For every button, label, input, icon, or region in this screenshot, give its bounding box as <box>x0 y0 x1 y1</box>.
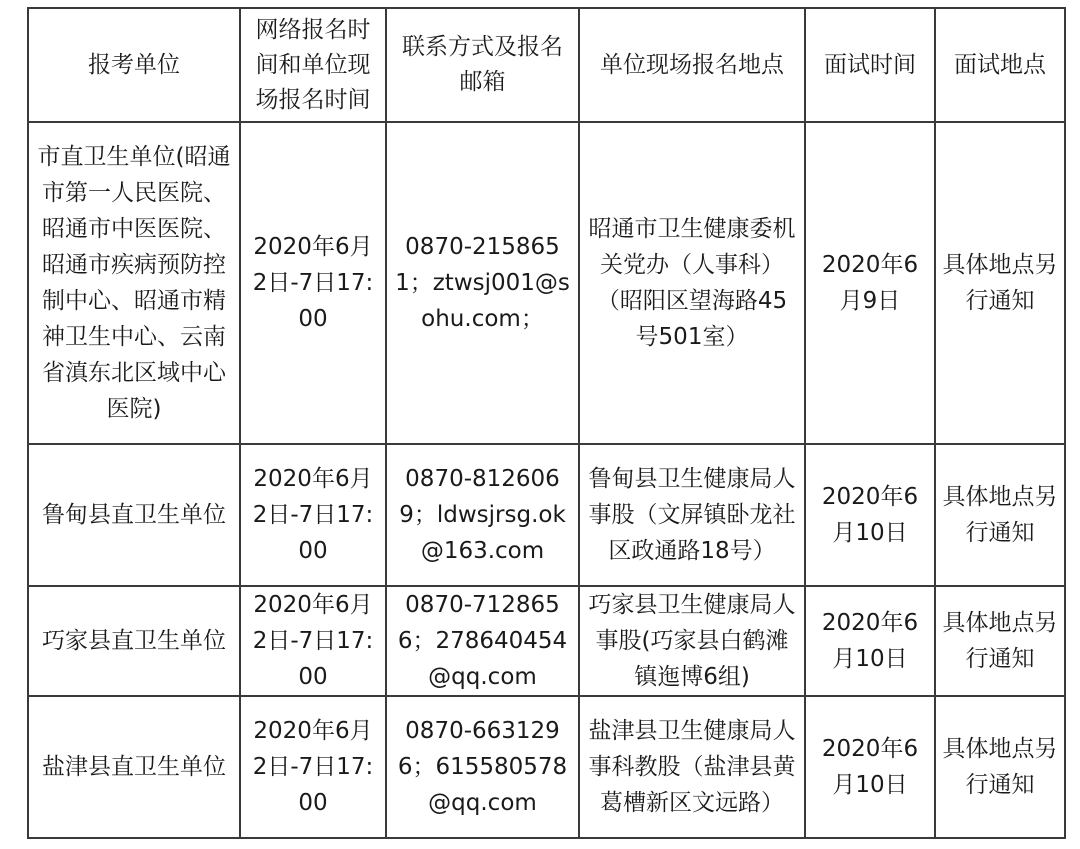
cell-unit: 盐津县直卫生单位 <box>28 696 240 838</box>
table-row <box>28 696 1065 838</box>
cell-site: 鲁甸县卫生健康局人事股（文屏镇卧龙社区政通路18号） <box>579 444 805 586</box>
header-interview-time: 面试时间 <box>805 8 935 122</box>
cell-interview-time: 2020年6月10日 <box>805 444 935 586</box>
header-interview-place: 面试地点 <box>935 8 1065 122</box>
cell-interview-time: 2020年6月10日 <box>805 586 935 696</box>
cell-contact: 0870-8126069；ldwsjrsg.ok@163.com <box>386 444 579 586</box>
cell-registration-time: 2020年6月2日-7日17:00 <box>240 586 386 696</box>
registration-table <box>27 7 1066 839</box>
header-contact: 联系方式及报名邮箱 <box>386 8 579 122</box>
cell-unit: 市直卫生单位(昭通市第一人民医院、昭通市中医医院、昭通市疾病预防控制中心、昭通市精神卫生中心、云南省滇东北区域中心医院) <box>28 122 240 444</box>
cell-interview-place: 具体地点另行通知 <box>935 586 1065 696</box>
header-registration-time: 网络报名时间和单位现场报名时间 <box>240 8 386 122</box>
cell-contact: 0870-2158651；ztwsj001@sohu.com； <box>386 122 579 444</box>
header-site: 单位现场报名地点 <box>579 8 805 122</box>
table-row <box>28 586 1065 696</box>
cell-registration-time: 2020年6月2日-7日17:00 <box>240 122 386 444</box>
cell-interview-time: 2020年6月10日 <box>805 696 935 838</box>
cell-unit: 鲁甸县直卫生单位 <box>28 444 240 586</box>
table-header-row <box>28 8 1065 122</box>
cell-site: 盐津县卫生健康局人事科教股（盐津县黄葛槽新区文远路） <box>579 696 805 838</box>
cell-interview-time: 2020年6月9日 <box>805 122 935 444</box>
cell-interview-place: 具体地点另行通知 <box>935 696 1065 838</box>
table-row <box>28 122 1065 444</box>
cell-registration-time: 2020年6月2日-7日17:00 <box>240 444 386 586</box>
cell-unit: 巧家县直卫生单位 <box>28 586 240 696</box>
table-row <box>28 444 1065 586</box>
cell-contact: 0870-6631296；615580578@qq.com <box>386 696 579 838</box>
cell-contact: 0870-7128656；278640454@qq.com <box>386 586 579 696</box>
cell-site: 昭通市卫生健康委机关党办（人事科）（昭阳区望海路45号501室） <box>579 122 805 444</box>
header-unit: 报考单位 <box>28 8 240 122</box>
cell-interview-place: 具体地点另行通知 <box>935 122 1065 444</box>
cell-site: 巧家县卫生健康局人事股(巧家县白鹤滩镇迤博6组) <box>579 586 805 696</box>
cell-registration-time: 2020年6月2日-7日17:00 <box>240 696 386 838</box>
cell-interview-place: 具体地点另行通知 <box>935 444 1065 586</box>
